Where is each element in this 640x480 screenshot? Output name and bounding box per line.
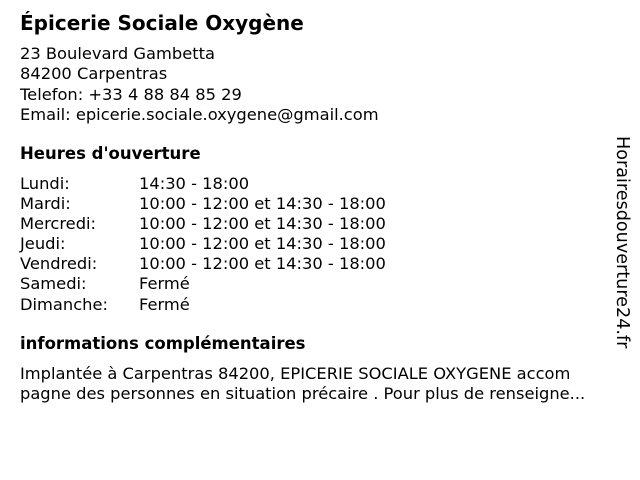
hours-time: Fermé [139,294,190,314]
hours-row-monday [20,174,440,194]
hours-day: Lundi: [20,174,70,193]
business-name: Épicerie Sociale Oxygène [20,11,304,35]
hours-row-tuesday [20,194,440,214]
hours-row-wednesday [20,214,440,234]
hours-day: Dimanche: [20,294,108,314]
address-city: 84200 Carpentras [20,64,168,84]
info-heading: informations complémentaires [20,334,306,353]
hours-day: Jeudi: [20,234,66,254]
hours-row-sunday [20,295,440,315]
hours-time: 10:00 - 12:00 et 14:30 - 18:00 [139,234,386,254]
hours-time: 10:00 - 12:00 et 14:30 - 18:00 [139,254,386,274]
watermark-text: Horairesdouverture24.fr [612,136,632,349]
opening-hours-table [20,174,440,315]
description-line: Implantée à Carpentras 84200, EPICERIE SOCIALE OXYGENE accom [20,364,571,383]
hours-day: Mercredi: [20,214,97,234]
hours-time: 10:00 - 12:00 et 14:30 - 18:00 [139,194,386,214]
email-line: Email: epicerie.sociale.oxygene@gmail.com [20,104,379,124]
hours-day: Mardi: [20,194,71,214]
address-street: 23 Boulevard Gambetta [20,44,215,63]
hours-day: Vendredi: [20,254,98,274]
hours-time: 10:00 - 12:00 et 14:30 - 18:00 [139,214,386,234]
hours-row-thursday [20,234,440,254]
phone-line: Telefon: +33 4 88 84 85 29 [20,84,242,104]
description-line: pagne des personnes en situation précaire . Pour plus de renseigne... [20,384,586,404]
hours-row-friday [20,254,440,274]
description-text [20,364,630,405]
hours-time: Fermé [139,274,190,294]
hours-day: Samedi: [20,274,87,294]
contact-block [20,44,379,125]
hours-time: 14:30 - 18:00 [139,174,250,193]
hours-row-saturday [20,274,440,294]
hours-heading: Heures d'ouverture [20,144,201,163]
